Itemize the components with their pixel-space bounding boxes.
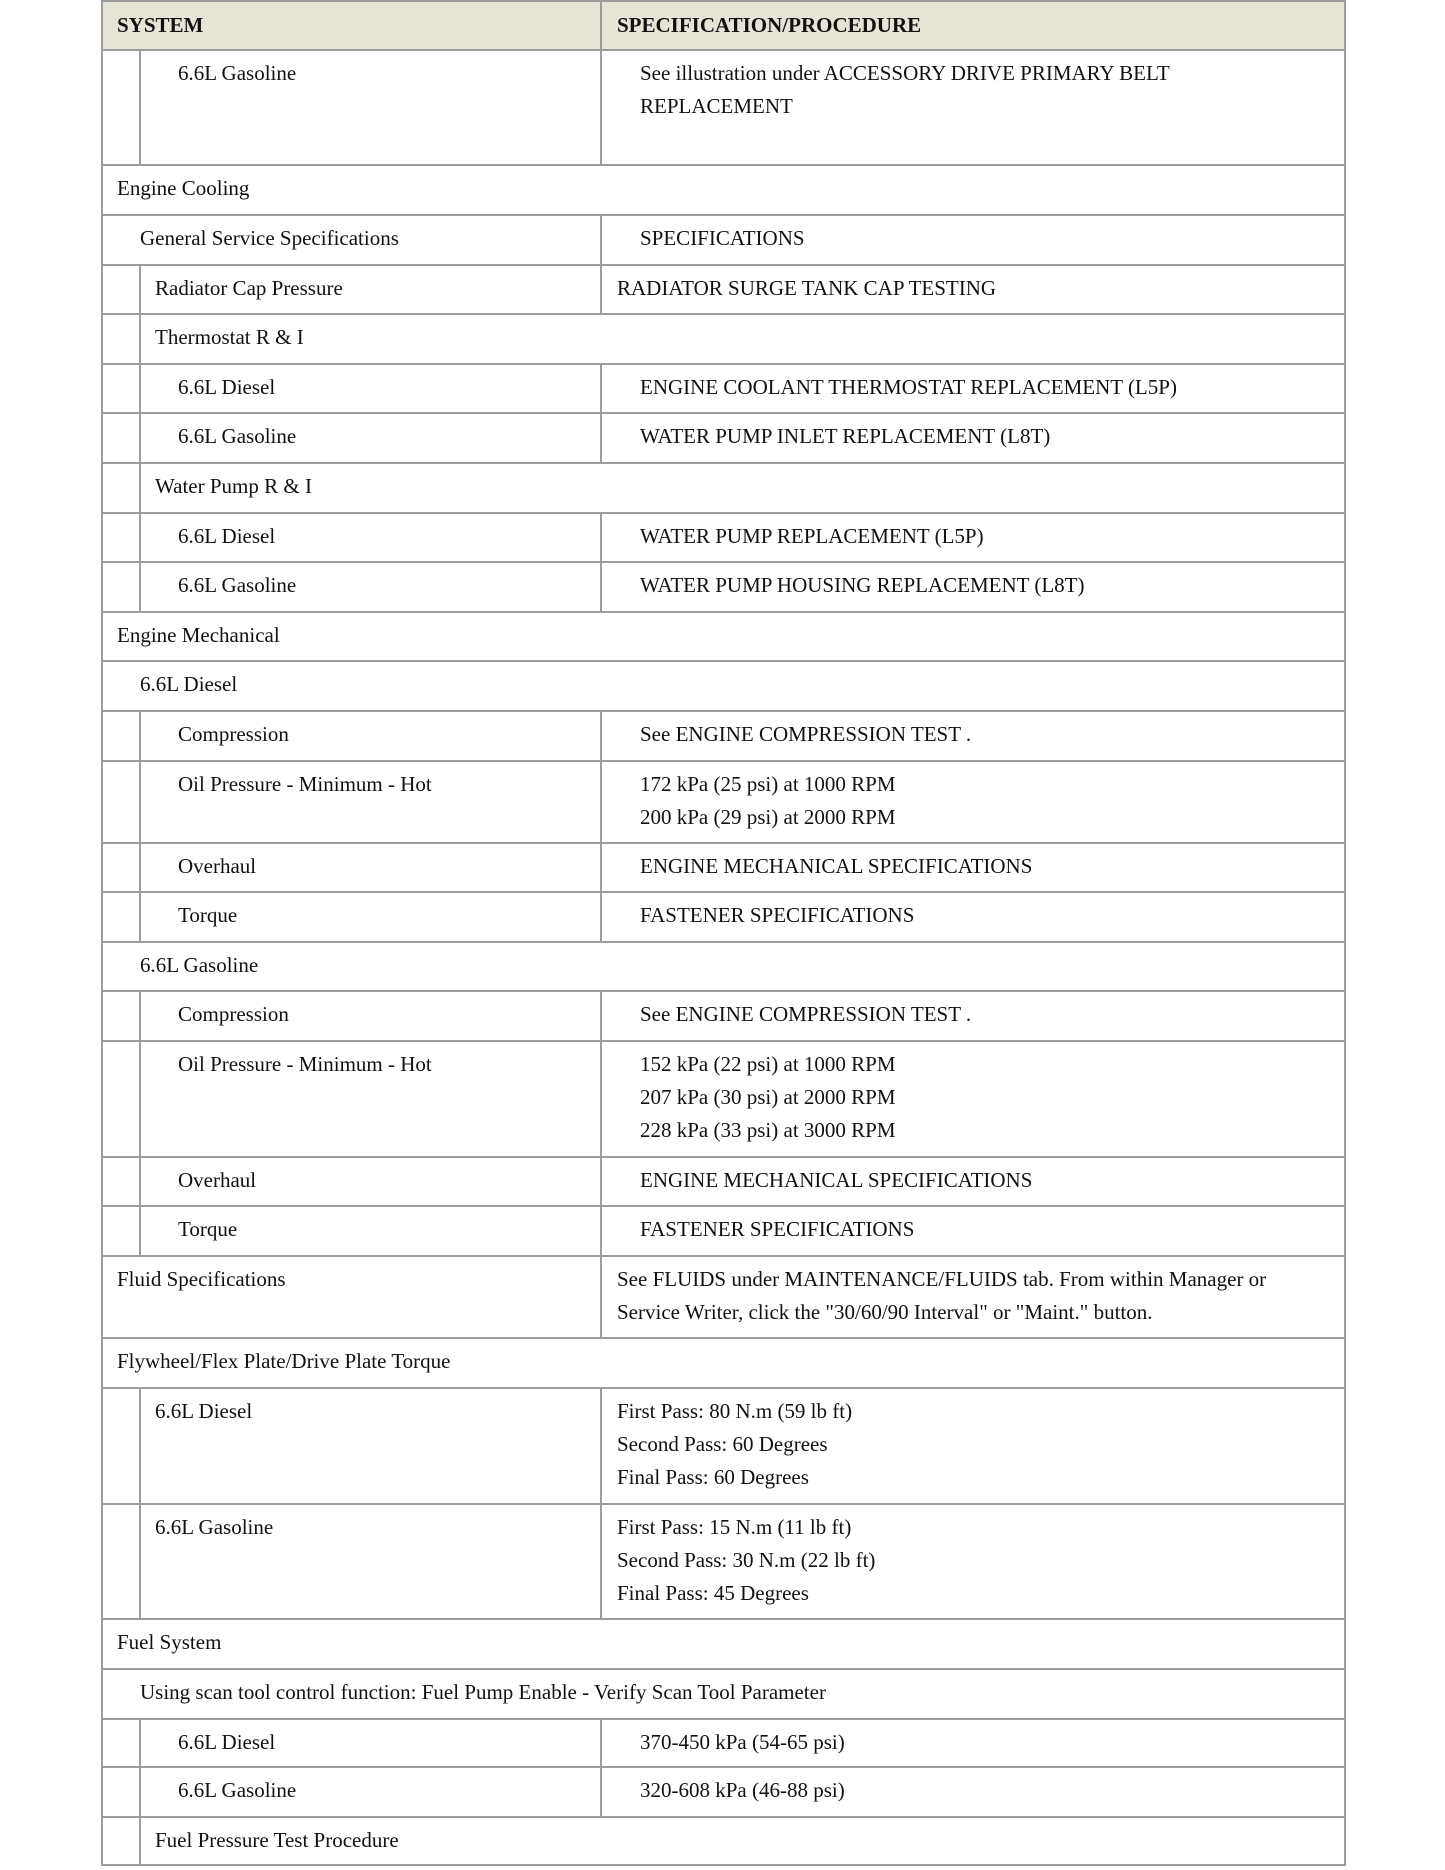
spec-cell (640, 371, 1177, 404)
indent-divider (139, 365, 141, 412)
spec-line: 320-608 kPa (46-88 psi) (640, 1778, 845, 1802)
table-row (101, 514, 1346, 563)
column-divider (600, 992, 602, 1040)
spec-cell (640, 420, 1050, 453)
system-cell: Overhaul (178, 854, 257, 878)
system-cell: Water Pump R & I (155, 474, 312, 498)
spec-cell (640, 57, 1170, 123)
column-divider (600, 563, 602, 611)
table-row (101, 1505, 1346, 1620)
spec-cell (640, 1048, 896, 1147)
system-cell: Torque (178, 903, 238, 927)
system-cell: 6.6L Gasoline (178, 1778, 297, 1802)
spec-table (101, 0, 1346, 1866)
table-row (101, 712, 1346, 762)
system-cell: 6.6L Gasoline (155, 1515, 274, 1539)
table-row (101, 1768, 1346, 1818)
spec-line: 228 kPa (33 psi) at 3000 RPM (640, 1118, 896, 1142)
table-row (101, 943, 1346, 992)
indent-divider (139, 893, 141, 941)
indent-divider (139, 414, 141, 462)
system-cell: Overhaul (178, 1168, 257, 1192)
column-divider (600, 893, 602, 941)
system-cell: Oil Pressure - Minimum - Hot (178, 772, 432, 796)
table-row (101, 662, 1346, 712)
system-cell: Compression (178, 1002, 289, 1026)
system-cell: Compression (178, 722, 289, 746)
system-cell: Flywheel/Flex Plate/Drive Plate Torque (117, 1349, 451, 1373)
system-cell: 6.6L Gasoline (178, 573, 297, 597)
table-row (101, 1339, 1346, 1389)
spec-cell (640, 1774, 845, 1807)
spec-line: Second Pass: 30 N.m (22 lb ft) (617, 1548, 876, 1572)
indent-divider (139, 712, 141, 760)
spec-cell (640, 569, 1085, 602)
spec-cell (640, 998, 971, 1031)
system-cell: Thermostat R & I (155, 325, 304, 349)
column-divider (600, 1505, 602, 1618)
indent-divider (139, 563, 141, 611)
column-divider (600, 1389, 602, 1503)
spec-cell (617, 1263, 1266, 1329)
spec-line: Final Pass: 45 Degrees (617, 1581, 809, 1605)
spec-line: Final Pass: 60 Degrees (617, 1465, 809, 1489)
spec-line: SPECIFICATIONS (640, 226, 805, 250)
table-row (101, 844, 1346, 893)
column-header-spec: SPECIFICATION/PROCEDURE (617, 13, 922, 37)
table-row (101, 464, 1346, 514)
table-row (101, 1818, 1346, 1866)
spec-line: REPLACEMENT (640, 94, 793, 118)
system-cell: Fuel System (117, 1630, 222, 1654)
table-row (101, 1389, 1346, 1505)
column-divider (600, 712, 602, 760)
spec-line: WATER PUMP INLET REPLACEMENT (L8T) (640, 424, 1051, 448)
system-cell: Engine Mechanical (117, 623, 280, 647)
table-row (101, 1158, 1346, 1207)
spec-line: 207 kPa (30 psi) at 2000 RPM (640, 1085, 896, 1109)
spec-cell (640, 520, 984, 553)
spec-line: WATER PUMP REPLACEMENT (L5P) (640, 524, 984, 548)
table-row (101, 414, 1346, 464)
spec-cell (617, 1511, 875, 1610)
system-cell: 6.6L Diesel (178, 524, 276, 548)
column-divider (600, 266, 602, 313)
indent-divider (139, 992, 141, 1040)
indent-divider (139, 1720, 141, 1766)
spec-cell (640, 850, 1032, 883)
spec-line: See ENGINE COMPRESSION TEST . (640, 1002, 972, 1026)
column-divider (600, 216, 602, 264)
indent-divider (139, 1505, 141, 1618)
table-row (101, 992, 1346, 1042)
spec-line: FASTENER SPECIFICATIONS (640, 1217, 915, 1241)
table-row (101, 365, 1346, 414)
indent-divider (139, 1158, 141, 1205)
spec-line: FASTENER SPECIFICATIONS (640, 903, 915, 927)
indent-divider (139, 1818, 141, 1864)
spec-cell (640, 222, 805, 255)
spec-cell (617, 272, 996, 305)
system-cell: 6.6L Diesel (178, 375, 276, 399)
indent-divider (139, 51, 141, 164)
spec-line: See FLUIDS under MAINTENANCE/FLUIDS tab. From within Manager or (617, 1267, 1267, 1291)
system-cell: General Service Specifications (140, 226, 399, 250)
spec-line: First Pass: 15 N.m (11 lb ft) (617, 1515, 852, 1539)
table-row (101, 1620, 1346, 1670)
table-row (101, 1207, 1346, 1257)
table-row (101, 1720, 1346, 1768)
column-divider (600, 514, 602, 561)
indent-divider (139, 266, 141, 313)
indent-divider (139, 464, 141, 512)
spec-line: ENGINE MECHANICAL SPECIFICATIONS (640, 1168, 1033, 1192)
table-row (101, 216, 1346, 266)
column-divider (600, 1768, 602, 1816)
table-row (101, 166, 1346, 216)
system-cell: Torque (178, 1217, 238, 1241)
spec-line: See ENGINE COMPRESSION TEST . (640, 722, 972, 746)
spec-line: 200 kPa (29 psi) at 2000 RPM (640, 805, 896, 829)
spec-cell (640, 1213, 914, 1246)
indent-divider (139, 844, 141, 891)
spec-cell (640, 718, 971, 751)
system-cell: Fluid Specifications (117, 1267, 286, 1291)
column-header-system: SYSTEM (117, 13, 204, 37)
spec-line: RADIATOR SURGE TANK CAP TESTING (617, 276, 997, 300)
column-divider (600, 365, 602, 412)
system-cell: 6.6L Gasoline (178, 424, 297, 448)
spec-line: Second Pass: 60 Degrees (617, 1432, 828, 1456)
column-divider (600, 51, 602, 164)
column-divider (600, 844, 602, 891)
indent-divider (139, 1207, 141, 1255)
indent-divider (139, 1768, 141, 1816)
column-divider (600, 1042, 602, 1156)
indent-divider (139, 514, 141, 561)
indent-divider (139, 762, 141, 842)
table-row (101, 315, 1346, 365)
indent-divider (139, 1042, 141, 1156)
table-row (101, 893, 1346, 943)
column-divider (600, 1720, 602, 1766)
table-row (101, 762, 1346, 844)
spec-cell (617, 1395, 852, 1494)
spec-line: Service Writer, click the "30/60/90 Interval" or "Maint." button. (617, 1300, 1153, 1324)
column-divider (600, 1207, 602, 1255)
column-divider (600, 762, 602, 842)
column-divider (600, 1257, 602, 1337)
table-row (101, 51, 1346, 166)
spec-line: First Pass: 80 N.m (59 lb ft) (617, 1399, 853, 1423)
system-cell: 6.6L Diesel (155, 1399, 253, 1423)
spec-line: 370-450 kPa (54-65 psi) (640, 1730, 845, 1754)
table-row (101, 1670, 1346, 1720)
column-divider (600, 2, 602, 49)
indent-divider (139, 1389, 141, 1503)
table-row (101, 1042, 1346, 1158)
system-cell: Fuel Pressure Test Procedure (155, 1828, 399, 1852)
table-row (101, 266, 1346, 315)
spec-line: 172 kPa (25 psi) at 1000 RPM (640, 772, 896, 796)
column-divider (600, 414, 602, 462)
spec-line: See illustration under ACCESSORY DRIVE PRIMARY BELT (640, 61, 1170, 85)
spec-cell (640, 1164, 1032, 1197)
system-cell: 6.6L Diesel (140, 672, 238, 696)
system-cell: Oil Pressure - Minimum - Hot (178, 1052, 432, 1076)
system-cell: 6.6L Gasoline (140, 953, 259, 977)
column-divider (600, 1158, 602, 1205)
table-row (101, 613, 1346, 662)
table-header-row (101, 0, 1346, 51)
table-row (101, 563, 1346, 613)
indent-divider (139, 315, 141, 363)
system-cell: 6.6L Diesel (178, 1730, 276, 1754)
system-cell: 6.6L Gasoline (178, 61, 297, 85)
spec-line: ENGINE COOLANT THERMOSTAT REPLACEMENT (L5P) (640, 375, 1177, 399)
system-cell: Radiator Cap Pressure (155, 276, 343, 300)
spec-line: WATER PUMP HOUSING REPLACEMENT (L8T) (640, 573, 1085, 597)
spec-line: ENGINE MECHANICAL SPECIFICATIONS (640, 854, 1033, 878)
spec-line: 152 kPa (22 psi) at 1000 RPM (640, 1052, 896, 1076)
table-row (101, 1257, 1346, 1339)
system-cell: Engine Cooling (117, 176, 250, 200)
spec-cell (640, 768, 896, 834)
spec-cell (640, 1726, 845, 1759)
spec-cell (640, 899, 914, 932)
system-cell: Using scan tool control function: Fuel Pump Enable - Verify Scan Tool Parameter (140, 1680, 826, 1704)
